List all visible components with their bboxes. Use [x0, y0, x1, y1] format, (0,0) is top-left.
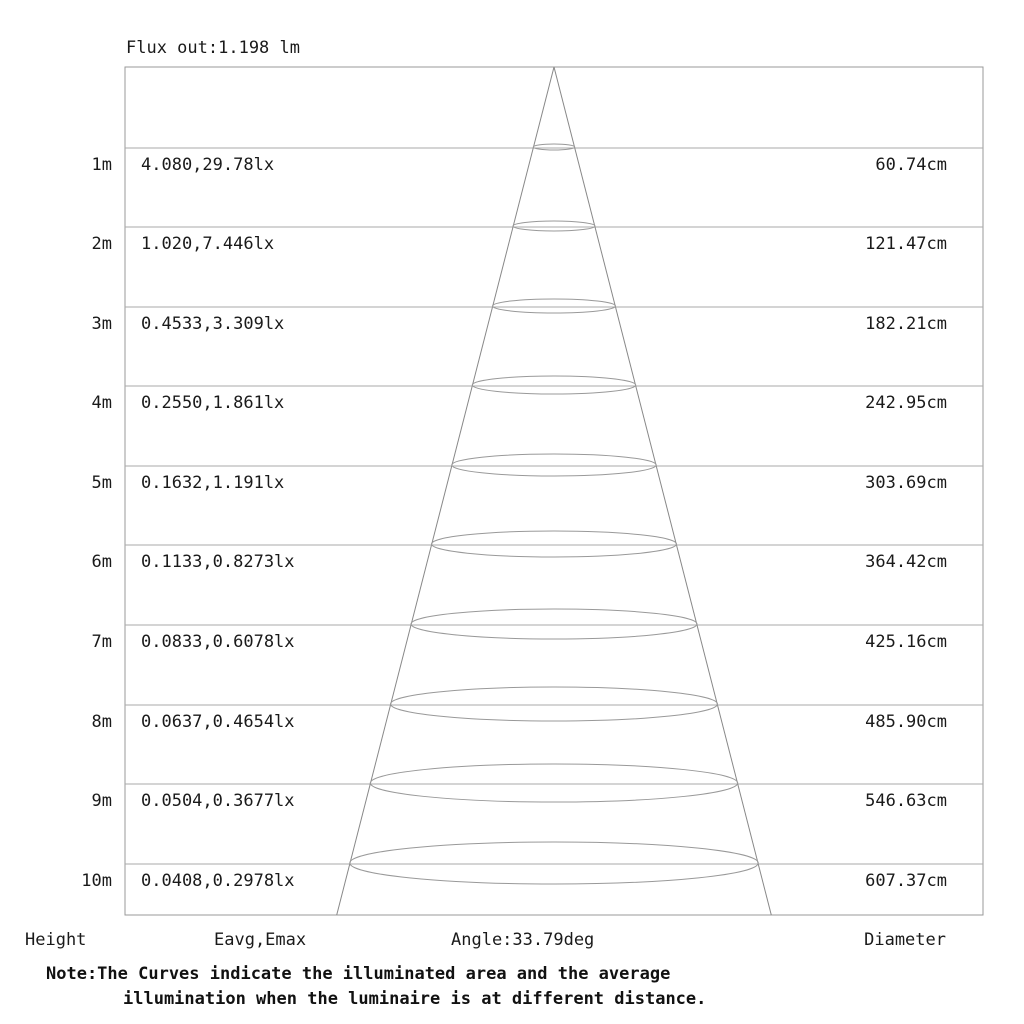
illuminance-label: 4.080,29.78lx	[141, 155, 275, 175]
height-label: 5m	[91, 473, 112, 493]
beam-ellipse-6	[432, 531, 677, 557]
beam-ellipse-9	[370, 764, 737, 802]
cone-left-edge	[337, 67, 554, 915]
diameter-label: 182.21cm	[865, 314, 947, 334]
diameter-label: 303.69cm	[865, 473, 947, 493]
light-cone	[337, 67, 772, 915]
diameter-label: 546.63cm	[865, 791, 947, 811]
diameter-label: 60.74cm	[875, 155, 947, 175]
diameter-label: 485.90cm	[865, 712, 947, 732]
illuminance-label: 0.4533,3.309lx	[141, 314, 285, 334]
beam-ellipse-10	[350, 842, 758, 884]
illuminance-label: 0.0408,0.2978lx	[141, 871, 295, 891]
height-label: 2m	[91, 234, 112, 254]
illuminance-label: 0.1632,1.191lx	[141, 473, 285, 493]
beam-ellipse-1	[533, 144, 575, 150]
flux-label: Flux out:1.198 lm	[126, 38, 300, 58]
cone-right-edge	[554, 67, 771, 915]
height-label: 9m	[91, 791, 112, 811]
illuminance-label: 0.2550,1.861lx	[141, 393, 285, 413]
height-label: 3m	[91, 314, 112, 334]
footer-angle-label: Angle:33.79deg	[451, 930, 595, 950]
beam-ellipse-7	[411, 609, 697, 639]
footer-diameter-label: Diameter	[864, 930, 946, 950]
height-label: 10m	[81, 871, 112, 891]
illuminance-label: 0.1133,0.8273lx	[141, 552, 295, 572]
height-label: 4m	[91, 393, 112, 413]
beam-ellipse-4	[472, 376, 635, 394]
diameter-label: 364.42cm	[865, 552, 947, 572]
illuminance-label: 0.0637,0.4654lx	[141, 712, 295, 732]
height-label: 1m	[91, 155, 112, 175]
diameter-label: 242.95cm	[865, 393, 947, 413]
row-labels	[81, 155, 947, 891]
footer-illuminance-label: Eavg,Emax	[214, 930, 307, 950]
height-label: 6m	[91, 552, 112, 572]
diameter-label: 121.47cm	[865, 234, 947, 254]
note-line-2: illumination when the luminaire is at different distance.	[123, 989, 707, 1009]
illuminance-label: 0.0833,0.6078lx	[141, 632, 295, 652]
height-label: 8m	[91, 712, 112, 732]
beam-ellipse-5	[452, 454, 656, 476]
height-grid	[125, 148, 983, 864]
illuminance-label: 0.0504,0.3677lx	[141, 791, 295, 811]
note-text	[46, 962, 1006, 1012]
height-label: 7m	[91, 632, 112, 652]
note-line-1: Note:The Curves indicate the illuminated area and the average	[46, 964, 671, 984]
diameter-label: 425.16cm	[865, 632, 947, 652]
beam-ellipse-8	[391, 687, 718, 721]
beam-ellipse-3	[493, 299, 616, 313]
illuminance-label: 1.020,7.446lx	[141, 234, 275, 254]
diameter-label: 607.37cm	[865, 871, 947, 891]
footer-height-label: Height	[25, 930, 87, 950]
beam-ellipse-2	[513, 221, 595, 231]
